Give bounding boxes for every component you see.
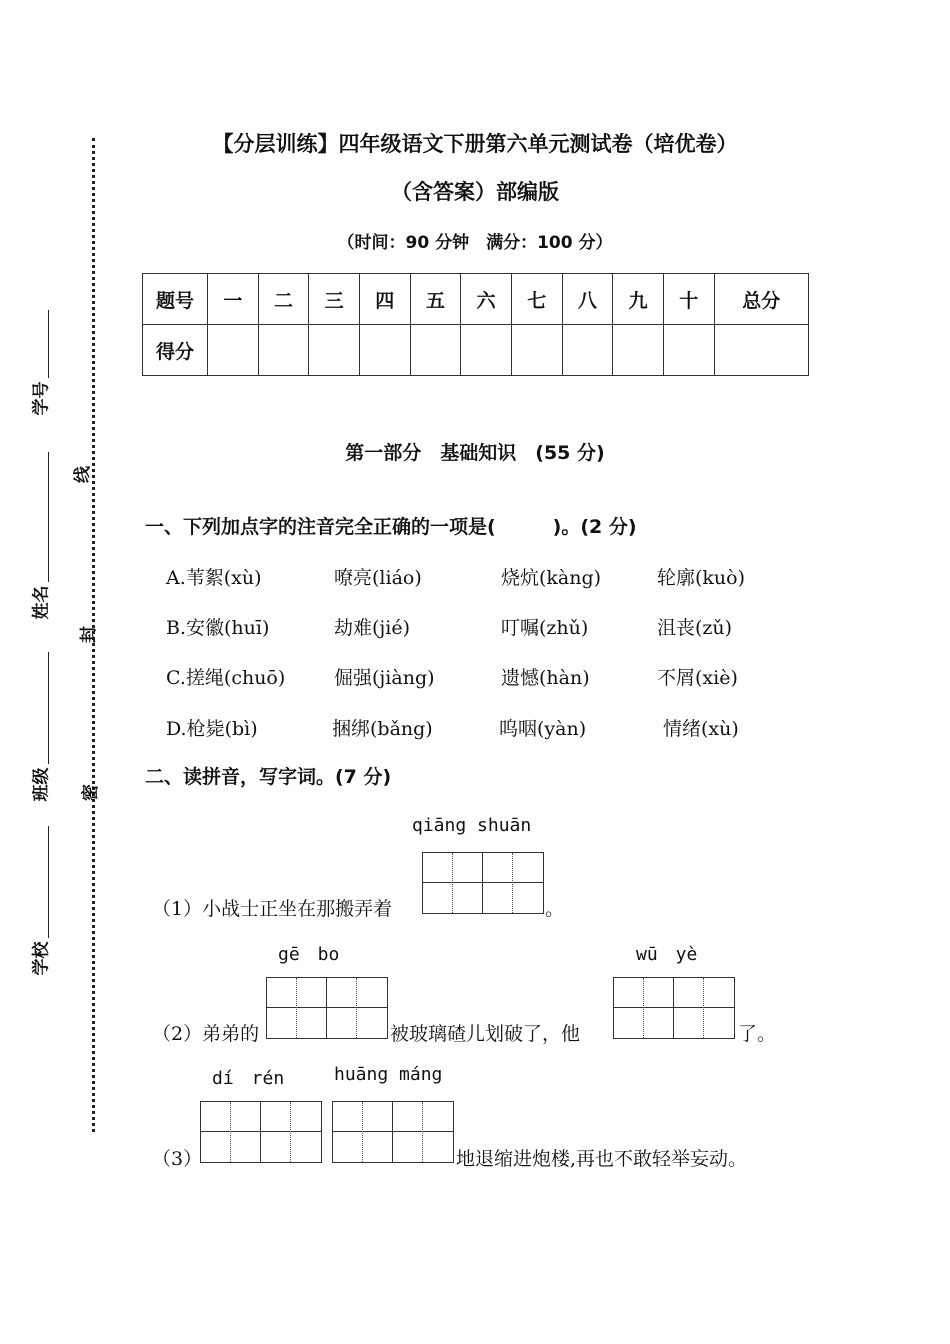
- sentence-2-suffix: 了。: [738, 1023, 777, 1045]
- table-cell: 三: [309, 274, 360, 325]
- sentence-1-suffix: 。: [545, 898, 565, 920]
- table-cell: 一: [208, 274, 259, 325]
- sentence-2-prefix: （2）弟弟的: [152, 1023, 260, 1045]
- page-title: 【分层训练】四年级语文下册第六单元测试卷（培优卷）: [212, 132, 738, 156]
- table-cell: 七: [511, 274, 562, 325]
- pinyin-3b: huāng máng: [334, 1064, 443, 1085]
- score-input-cell[interactable]: [562, 325, 613, 376]
- pinyin-2b: wū yè: [636, 944, 698, 965]
- tian-grid-2b[interactable]: [613, 977, 735, 1039]
- sentence-2-middle: 被玻璃碴儿划破了，他: [390, 1023, 581, 1045]
- section-title: 第一部分 基础知识 (55 分): [345, 442, 605, 464]
- student-id-field[interactable]: [48, 310, 49, 378]
- option-b-1[interactable]: B.安徽(huī): [166, 617, 270, 639]
- sentence-3-suffix: 地退缩进炮楼,再也不敢轻举妄动。: [456, 1148, 748, 1170]
- option-a-3: 烧炕(kàng): [501, 567, 602, 589]
- score-input-cell[interactable]: [663, 325, 714, 376]
- option-b-4: 沮丧(zǔ): [657, 617, 733, 639]
- option-d-1[interactable]: D.枪毙(bì): [166, 718, 258, 740]
- pinyin-2a: gē bo: [278, 944, 340, 965]
- sentence-1-prefix: （1）小战士正坐在那搬弄着: [152, 898, 393, 920]
- school-field[interactable]: [48, 826, 49, 938]
- table-cell: 十: [663, 274, 714, 325]
- score-input-cell[interactable]: [359, 325, 410, 376]
- tian-grid-2a[interactable]: [266, 977, 388, 1039]
- student-id-label: 学号: [31, 381, 52, 416]
- seal-char-feng: 封: [79, 626, 99, 643]
- score-input-cell[interactable]: [613, 325, 664, 376]
- name-field[interactable]: [48, 452, 49, 582]
- tian-grid-3a[interactable]: [200, 1101, 322, 1163]
- option-c-1[interactable]: C.搓绳(chuō): [166, 667, 286, 689]
- class-label: 班级: [31, 767, 52, 802]
- seal-char-xian: 线: [73, 466, 93, 483]
- tian-grid-3b[interactable]: [332, 1101, 454, 1163]
- table-row-header: [143, 274, 809, 325]
- score-input-cell[interactable]: [461, 325, 512, 376]
- table-cell: 四: [359, 274, 410, 325]
- option-a-1[interactable]: A.苇絮(xù): [166, 567, 262, 589]
- option-b-3: 叮嘱(zhǔ): [501, 617, 589, 639]
- pinyin-3a: dí rén: [212, 1068, 285, 1089]
- score-table: [142, 273, 809, 376]
- option-a-2: 嘹亮(liáo): [334, 567, 422, 589]
- school-label: 学校: [31, 941, 52, 976]
- name-label: 姓名: [31, 585, 52, 620]
- page-title-line2: （含答案）部编版: [391, 180, 559, 204]
- score-input-cell[interactable]: [511, 325, 562, 376]
- option-c-2: 倔强(jiàng): [334, 667, 435, 689]
- score-input-cell[interactable]: [208, 325, 259, 376]
- table-cell: 六: [461, 274, 512, 325]
- option-d-2: 捆绑(bǎng): [332, 718, 433, 740]
- option-d-4: 情绪(xù): [663, 718, 739, 740]
- option-c-4: 不屑(xiè): [657, 667, 738, 689]
- option-d-3: 呜咽(yàn): [499, 718, 587, 740]
- option-c-3: 遗憾(hàn): [501, 667, 590, 689]
- score-input-cell[interactable]: [410, 325, 461, 376]
- table-row-score: [143, 325, 809, 376]
- option-a-4: 轮廓(kuò): [657, 567, 746, 589]
- class-field[interactable]: [48, 652, 49, 764]
- table-cell: 九: [613, 274, 664, 325]
- tian-grid-1[interactable]: [422, 852, 544, 914]
- question-1-stem: 一、下列加点字的注音完全正确的一项是( )。(2 分): [145, 516, 637, 538]
- score-input-cell[interactable]: [309, 325, 360, 376]
- table-cell: 五: [410, 274, 461, 325]
- score-input-cell[interactable]: [714, 325, 808, 376]
- table-cell: 得分: [143, 325, 208, 376]
- exam-time-score: （时间：90 分钟 满分：100 分）: [337, 233, 613, 253]
- question-2-stem: 二、读拼音，写字词。(7 分): [145, 766, 392, 788]
- table-cell: 八: [562, 274, 613, 325]
- option-b-2: 劫难(jié): [334, 617, 411, 639]
- score-input-cell[interactable]: [258, 325, 309, 376]
- sentence-3-prefix: （3）: [152, 1148, 203, 1170]
- pinyin-1: qiāng shuān: [412, 815, 532, 836]
- table-cell: 二: [258, 274, 309, 325]
- table-cell: 总分: [714, 274, 808, 325]
- seal-char-mi: 密: [81, 784, 101, 801]
- table-cell: 题号: [143, 274, 208, 325]
